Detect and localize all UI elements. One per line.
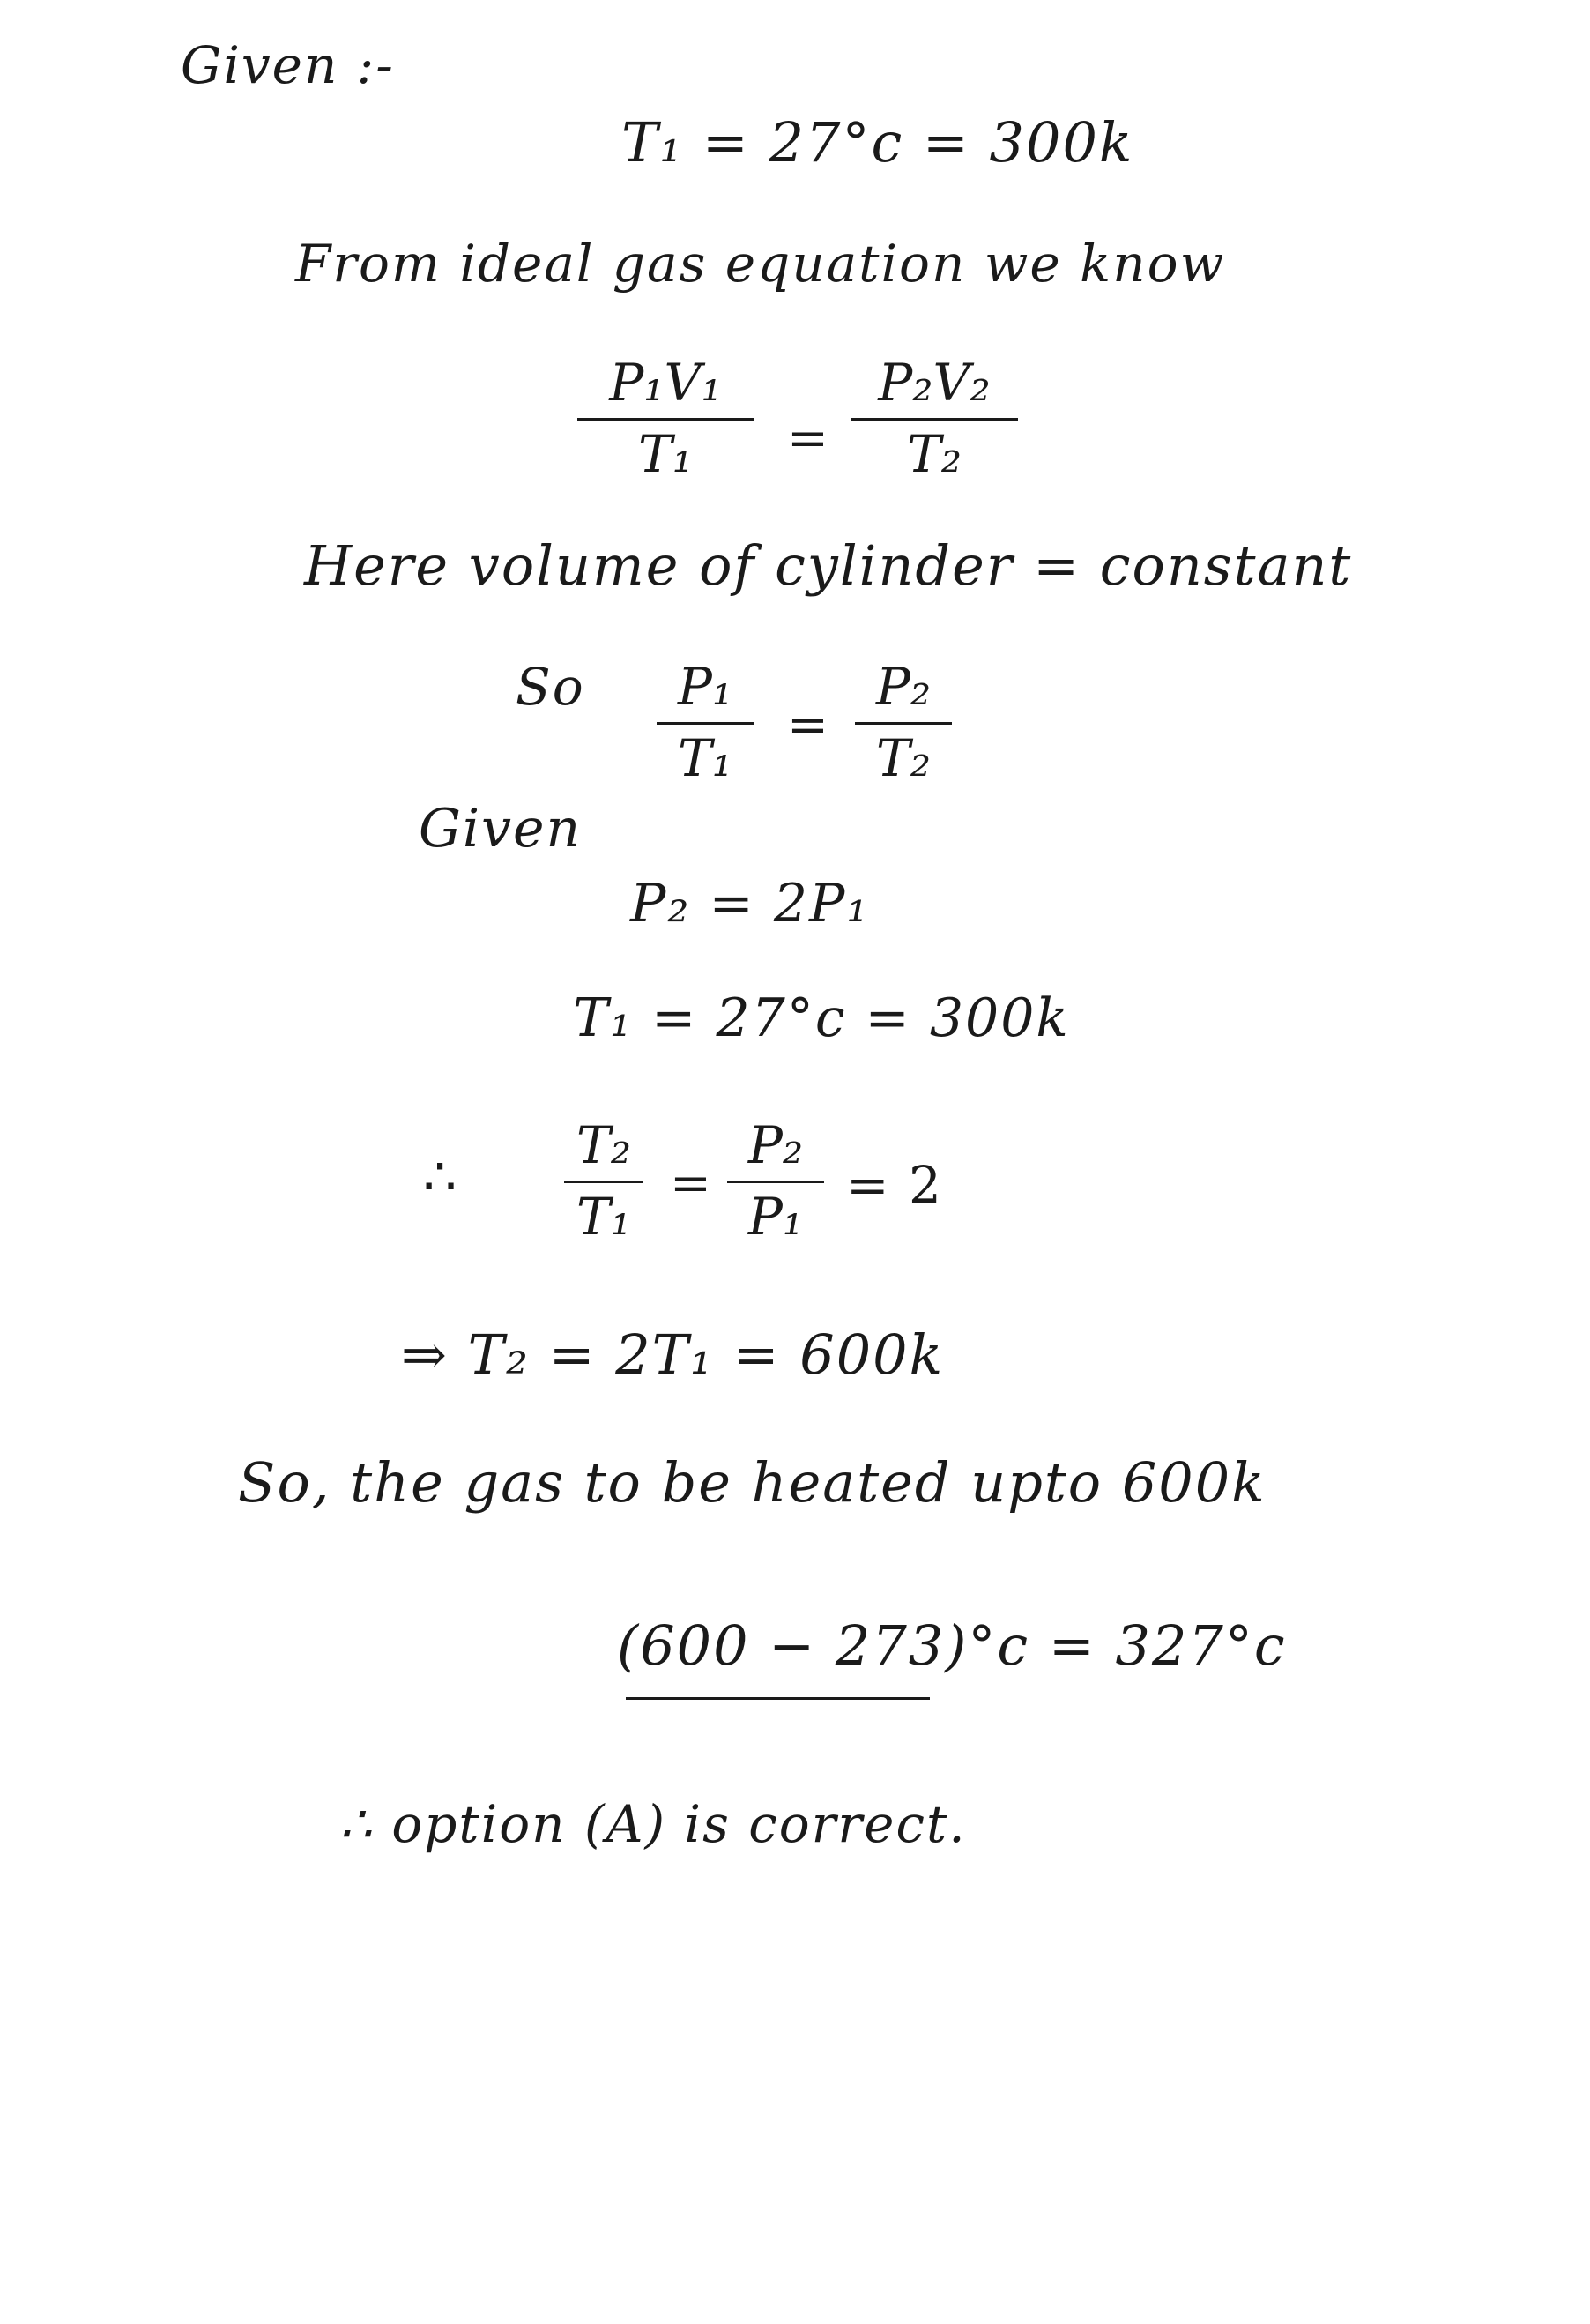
eq2-left-numerator: P₁ bbox=[677, 657, 733, 717]
eq3-right-numerator: P₂ bbox=[747, 1115, 804, 1175]
therefore-symbol: ∴ bbox=[423, 1146, 459, 1208]
fraction-bar bbox=[577, 418, 754, 421]
eq2-left-denominator: T₁ bbox=[678, 728, 732, 788]
fraction-bar bbox=[851, 418, 1018, 421]
fraction-bar bbox=[727, 1181, 824, 1183]
eq3-right-fraction bbox=[727, 1115, 824, 1247]
eq3-left-fraction bbox=[564, 1115, 643, 1247]
eq1-left-denominator: T₁ bbox=[638, 424, 693, 484]
final-answer: ∴ option (A) is correct. bbox=[339, 1794, 967, 1854]
eq1-right-fraction bbox=[851, 353, 1018, 484]
t1-second-statement: T₁ = 27°c = 300k bbox=[573, 987, 1070, 1049]
eq3-left-numerator: T₂ bbox=[576, 1115, 631, 1175]
eq1-right-numerator: P₂V₂ bbox=[878, 353, 991, 413]
eq2-right-fraction bbox=[855, 657, 952, 788]
eq3-equals: = bbox=[670, 1155, 711, 1212]
heading-given: Given :- bbox=[181, 35, 395, 95]
celsius-conversion: (600 − 273)°c = 327°c bbox=[617, 1613, 1287, 1678]
ideal-gas-intro: From ideal gas equation we know bbox=[295, 234, 1226, 294]
eq1-right-denominator: T₂ bbox=[907, 424, 962, 484]
volume-statement: Here volume of cylinder = constant bbox=[304, 533, 1353, 598]
t2-result: ⇒ T₂ = 2T₁ = 600k bbox=[401, 1322, 945, 1387]
conclusion-statement: So, the gas to be heated upto 600k bbox=[238, 1450, 1267, 1515]
fraction-bar bbox=[855, 722, 952, 725]
fraction-bar bbox=[657, 722, 754, 725]
eq2-right-numerator: P₂ bbox=[875, 657, 932, 717]
eq3-right-denominator: P₁ bbox=[747, 1187, 804, 1247]
eq3-left-denominator: T₁ bbox=[576, 1187, 631, 1247]
eq2-equals: = bbox=[787, 696, 828, 754]
eq1-left-numerator: P₁V₁ bbox=[609, 353, 722, 413]
fraction-bar bbox=[564, 1181, 643, 1183]
eq3-result: = 2 bbox=[846, 1155, 943, 1215]
p2-relation: P₂ = 2P₁ bbox=[630, 873, 870, 935]
given-label: Given bbox=[419, 798, 583, 860]
t1-statement: T₁ = 27°c = 300k bbox=[621, 110, 1134, 175]
conversion-underline bbox=[626, 1697, 930, 1700]
eq1-equals: = bbox=[787, 410, 828, 467]
eq2-right-denominator: T₂ bbox=[876, 728, 931, 788]
eq2-left-fraction bbox=[657, 657, 754, 788]
eq2-prefix: So bbox=[516, 657, 585, 717]
eq1-left-fraction bbox=[577, 353, 754, 484]
